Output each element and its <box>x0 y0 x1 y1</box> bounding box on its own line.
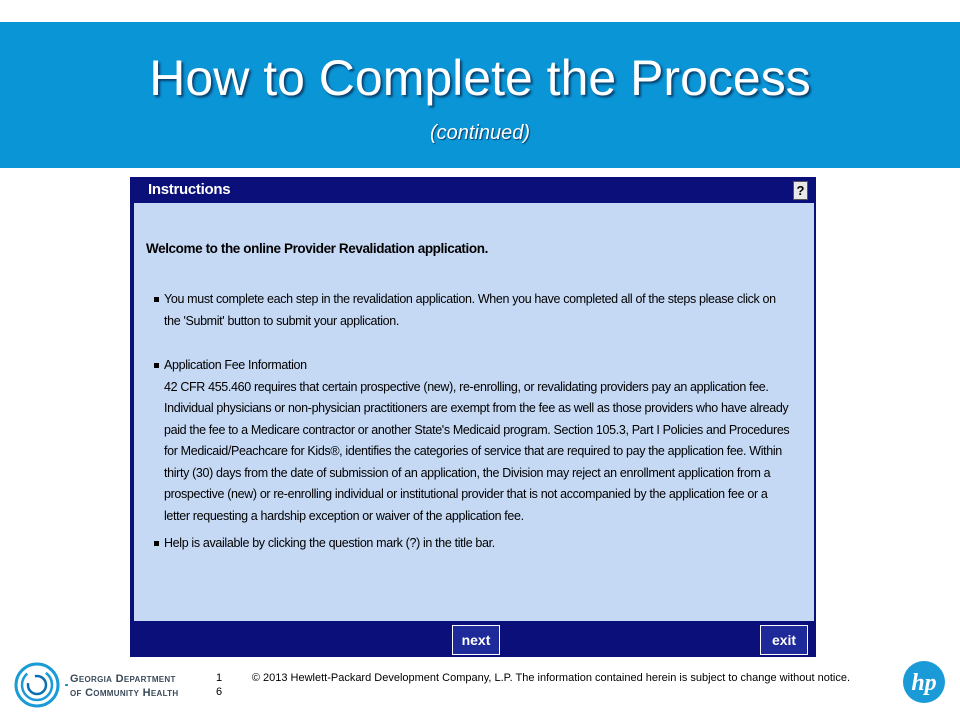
instructions-window <box>130 177 816 657</box>
bullet-icon <box>154 297 159 302</box>
org-name-line1: Georgia Department <box>70 673 176 685</box>
window-titlebar <box>130 177 816 203</box>
exit-button[interactable]: exit <box>760 625 808 655</box>
help-button[interactable]: ? <box>793 181 808 200</box>
next-button[interactable]: next <box>452 625 500 655</box>
hp-logo-icon <box>902 660 946 704</box>
bullet-text: Help is available by clicking the question mark (?) in the title bar. <box>164 536 495 550</box>
list-item <box>154 289 794 332</box>
bullet-icon <box>154 363 159 368</box>
window-button-bar <box>130 621 816 657</box>
list-item <box>154 533 794 555</box>
bullet-text: Application Fee Information <box>164 358 307 372</box>
welcome-heading: Welcome to the online Provider Revalidation application. <box>146 241 488 256</box>
org-name-line2: of Community Health <box>70 687 179 699</box>
org-name <box>70 672 178 700</box>
list-item <box>154 355 794 527</box>
slide-subtitle: (continued) <box>429 122 531 144</box>
copyright-notice: © 2013 Hewlett-Packard Development Company, L.P. The information contained herein is subject to change without notice. <box>251 672 850 684</box>
instructions-content <box>134 203 814 621</box>
window-title: Instructions <box>148 181 231 198</box>
page-number: 1 6 <box>215 672 223 698</box>
hp-logo-text: hp <box>911 670 937 696</box>
slide-title: How to Complete the Process <box>149 50 811 106</box>
fee-information-text: 42 CFR 455.460 requires that certain prospective (new), re-enrolling, or revalidating providers pay an application fee. Individual physicians or non-physician practitioners are exempt from the fee as well as those providers who have already paid the fee to a Medicare contractor or another State's Medicaid program. Section 105.3, Part I Policies and Procedures for Medicaid/Peachcare for Kids®, identifies the categories of service that are required to pay the application fee. Within thirty (30) days from the date of submission of an application, the Division may reject an enrollment application from a prospective (new) or re-enrolling individual or institutional provider that is not accompanied by the application fee or a letter requesting a hardship exception or waiver of the application fee. <box>164 379 790 523</box>
bullet-text: You must complete each step in the revalidation application. When you have completed all of the steps please click on the 'Submit' button to submit your application. <box>164 292 776 328</box>
bullet-icon <box>154 541 159 546</box>
